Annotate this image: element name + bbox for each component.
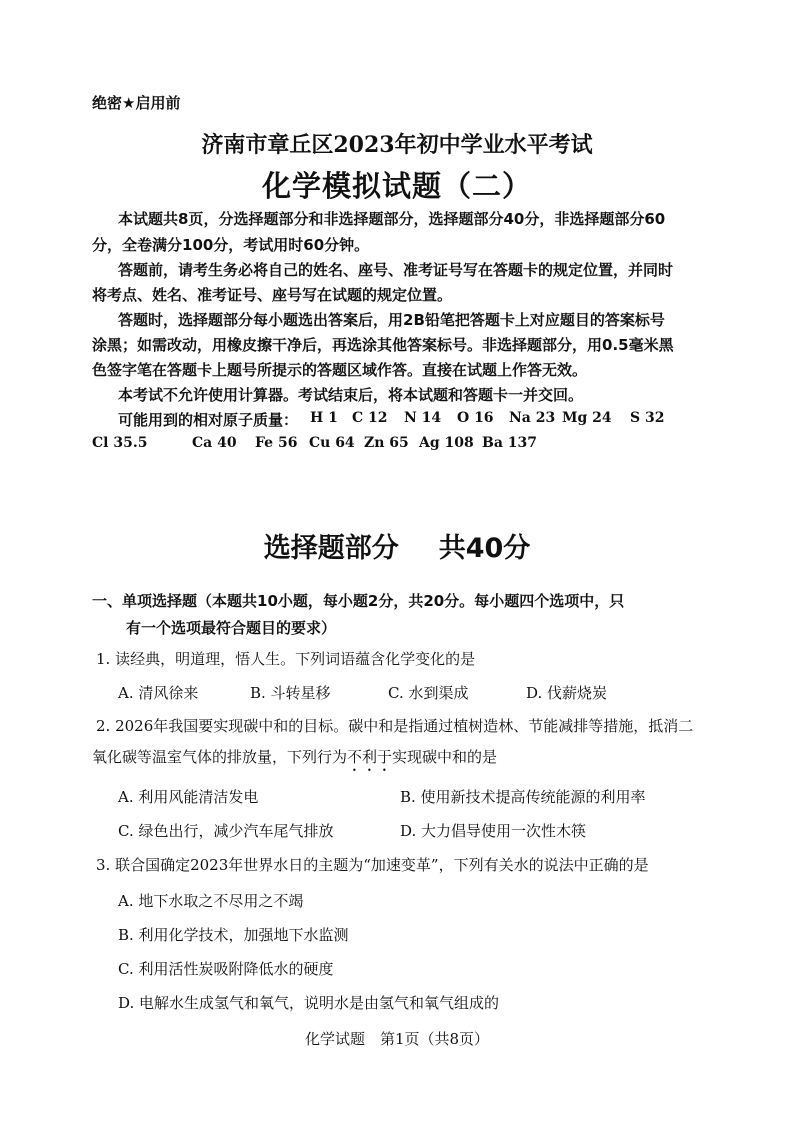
- atomic-mass-item: S 32: [630, 410, 665, 426]
- atomic-mass-item: Zn 65: [364, 435, 409, 451]
- section-title: 选择题部分: [263, 533, 399, 564]
- option-a: A. 清风徐来: [118, 684, 199, 702]
- instruction-line: 本试题共8页，分选择题部分和非选择题部分，选择题部分40分，非选择题部分60: [118, 210, 666, 228]
- option-d: D. 伐薪烧炭: [526, 684, 608, 702]
- emphasis-text: 不利于: [347, 748, 393, 766]
- option-a: A. 利用风能清洁发电: [118, 788, 259, 806]
- instruction-line: 色签字笔在答题卡上题号所提示的答题区域作答。直接在试题上作答无效。: [92, 361, 588, 379]
- option-c: C. 绿色出行，减少汽车尾气排放: [118, 822, 334, 840]
- option-d: D. 电解水生成氢气和氧气，说明水是由氢气和氧气组成的: [118, 994, 500, 1012]
- instruction-line: 分，全卷满分100分，考试用时60分钟。: [92, 236, 370, 254]
- section-heading: [0, 526, 794, 565]
- option-c: C. 利用活性炭吸附降低水的硬度: [118, 960, 334, 978]
- option-c: C. 水到渠成: [388, 684, 469, 702]
- atomic-mass-item: C 12: [352, 410, 388, 426]
- stem-text: 实现碳中和的是: [392, 748, 498, 766]
- atomic-mass-item: Ba 137: [482, 435, 538, 451]
- stem-text: 氧化碳等温室气体的排放量，下列行为: [92, 748, 348, 766]
- atomic-mass-item: Na 23: [509, 410, 556, 426]
- exam-title: 济南市章丘区2023年初中学业水平考试: [201, 132, 593, 158]
- atomic-mass-item: Fe 56: [255, 435, 298, 451]
- question-stem-cont: [92, 746, 497, 775]
- atomic-mass-item: Ag 108: [419, 435, 474, 451]
- option-a: A. 地下水取之不尽用之不竭: [118, 892, 304, 910]
- instruction-line: 答题时，选择题部分每小题选出答案后，用2B铅笔把答题卡上对应题目的答案标号: [118, 311, 665, 329]
- atomic-mass-label: 可能用到的相对原子质量：: [118, 411, 299, 429]
- option-b: B. 使用新技术提高传统能源的利用率: [400, 788, 646, 806]
- atomic-mass-item: Cl 35.5: [92, 435, 148, 451]
- question-stem: 3. 联合国确定2023年世界水日的主题为“加速变革”，下列有关水的说法中正确的是: [96, 856, 649, 874]
- question-stem: 1. 读经典，明道理，悟人生。下列词语蕴含化学变化的是: [96, 650, 476, 668]
- instruction-line: 将考点、姓名、准考证号、座号写在试题的规定位置。: [92, 286, 453, 304]
- instruction-line: 涂黑；如需改动，用橡皮擦干净后，再选涂其他答案标号。非选择题部分，用0.5毫米黑: [92, 336, 674, 354]
- instruction-line: 答题前，请考生务必将自己的姓名、座号、准考证号写在答题卡的规定位置，并同时: [118, 261, 674, 279]
- atomic-mass-item: H 1: [310, 410, 338, 426]
- atomic-mass-item: Ca 40: [192, 435, 237, 451]
- question-stem: 2. 2026年我国要实现碳中和的目标。碳中和是指通过植树造林、节能减排等措施，抵消二: [96, 717, 694, 735]
- atomic-mass-item: O 16: [457, 410, 494, 426]
- section-score: 共40分: [438, 533, 531, 564]
- option-b: B. 利用化学技术，加强地下水监测: [118, 926, 349, 944]
- atomic-mass-item: Cu 64: [309, 435, 355, 451]
- page-footer: 化学试题 第1页（共8页）: [304, 1030, 490, 1048]
- subject-title: 化学模拟试题（二）: [261, 169, 532, 203]
- confidential-label: 绝密★启用前: [92, 94, 181, 112]
- option-d: D. 大力倡导使用一次性木筷: [400, 822, 587, 840]
- option-b: B. 斗转星移: [250, 684, 331, 702]
- part-heading: 一、单项选择题（本题共10小题，每小题2分，共20分。每小题四个选项中，只: [92, 592, 625, 610]
- instruction-line: 本考试不允许使用计算器。考试结束后，将本试题和答题卡一并交回。: [118, 386, 584, 404]
- atomic-mass-item: Mg 24: [562, 410, 612, 426]
- atomic-mass-item: N 14: [404, 410, 442, 426]
- part-heading: 有一个选项最符合题目的要求）: [126, 619, 337, 637]
